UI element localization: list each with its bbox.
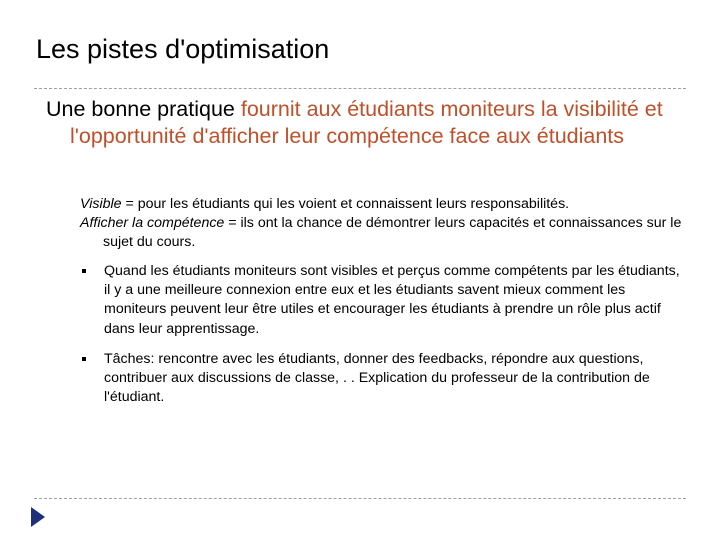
definition-competence (80, 214, 703, 252)
definition-term: Visible (80, 196, 122, 212)
lead-highlight: fournit aux étudiants moniteurs la visibilité et l'opportunité d'afficher leur compétence face aux étudiants (70, 97, 663, 148)
bullet-icon (82, 357, 86, 361)
lead-prefix: Une bonne pratique (46, 97, 241, 121)
bullet-icon (82, 269, 86, 273)
definition-visible (80, 195, 703, 214)
triangle-right-icon (30, 506, 46, 528)
lead-statement (46, 96, 710, 150)
bullet-text: Tâches: rencontre avec les étudiants, donner des feedbacks, répondre aux questions, contribuer aux discussions de classe, . . Explication du professeur de la contribution de l'étudiant. (104, 351, 650, 406)
bullet-text: Quand les étudiants moniteurs sont visibles et perçus comme compétents par les étudiants, il y a une meilleure connexion entre eux et les étudiants savent mieux comment les moniteurs peuvent leur être utiles et encourager les étudiants à prendre un rôle plus actif dans leur apprentissage. (104, 263, 680, 337)
definition-term: Afficher la compétence (80, 215, 225, 231)
bottom-divider (34, 498, 686, 499)
top-divider (34, 88, 686, 89)
definition-text: = pour les étudiants qui les voient et connaissent leurs responsabilités. (121, 196, 570, 212)
next-slide-button[interactable] (30, 506, 46, 533)
definition-text: = ils ont la chance de démontrer leurs capacités et connaissances sur le sujet du cours. (103, 215, 682, 250)
slide-title: Les pistes d'optimisation (36, 34, 330, 64)
